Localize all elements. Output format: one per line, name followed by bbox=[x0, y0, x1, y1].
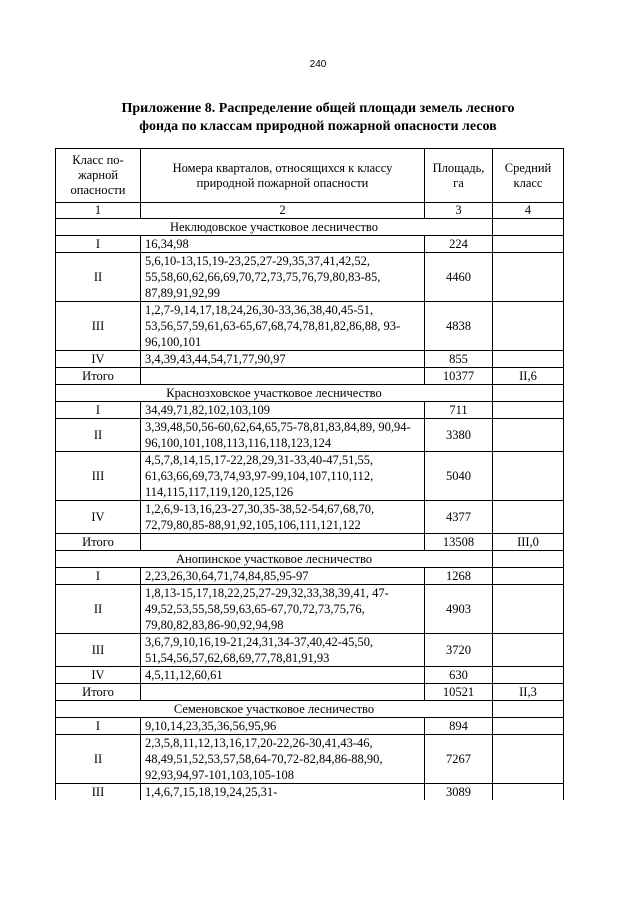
area-cell: 3089 bbox=[425, 784, 493, 801]
avg-class-cell bbox=[493, 402, 564, 419]
total-numbers-empty bbox=[141, 684, 425, 701]
fire-class-cell: I bbox=[56, 568, 141, 585]
district-row bbox=[56, 219, 564, 236]
area-cell: 3380 bbox=[425, 419, 493, 452]
area-cell: 4377 bbox=[425, 501, 493, 534]
table-row bbox=[56, 419, 564, 452]
avg-class-cell bbox=[493, 302, 564, 351]
table-row bbox=[56, 634, 564, 667]
area-cell: 4903 bbox=[425, 585, 493, 634]
district-avg-empty bbox=[493, 385, 564, 402]
table-row bbox=[56, 351, 564, 368]
fire-class-cell: II bbox=[56, 253, 141, 302]
area-cell: 711 bbox=[425, 402, 493, 419]
avg-class-cell bbox=[493, 501, 564, 534]
fire-class-cell: III bbox=[56, 634, 141, 667]
total-area: 10377 bbox=[425, 368, 493, 385]
table-row bbox=[56, 236, 564, 253]
fire-class-cell: II bbox=[56, 735, 141, 784]
avg-class-cell bbox=[493, 236, 564, 253]
area-cell: 630 bbox=[425, 667, 493, 684]
total-row bbox=[56, 534, 564, 551]
quarter-numbers-cell: 5,6,10-13,15,19-23,25,27-29,35,37,41,42,52, 55,58,60,62,66,69,70,72,73,75,76,79,80,83-85, 87,89,91,92,99 bbox=[141, 253, 425, 302]
total-area: 13508 bbox=[425, 534, 493, 551]
avg-class-cell bbox=[493, 667, 564, 684]
area-cell: 5040 bbox=[425, 452, 493, 501]
table-row bbox=[56, 784, 564, 801]
area-cell: 7267 bbox=[425, 735, 493, 784]
total-label: Итого bbox=[56, 684, 141, 701]
table-row bbox=[56, 667, 564, 684]
header-class: Класс по-жарной опасности bbox=[56, 149, 141, 203]
page-number: 240 bbox=[309, 59, 327, 70]
column-index: 2 bbox=[141, 203, 425, 219]
header-avg: Средний класс bbox=[493, 149, 564, 203]
quarter-numbers-cell: 34,49,71,82,102,103,109 bbox=[141, 402, 425, 419]
title-line-2: фонда по классам природной пожарной опасности лесов bbox=[139, 119, 497, 134]
column-index-row bbox=[56, 203, 564, 219]
avg-class-cell bbox=[493, 585, 564, 634]
quarter-numbers-cell: 3,39,48,50,56-60,62,64,65,75-78,81,83,84,89, 90,94-96,100,101,108,113,116,118,123,124 bbox=[141, 419, 425, 452]
avg-class-cell bbox=[493, 735, 564, 784]
avg-class-cell bbox=[493, 634, 564, 667]
column-index: 1 bbox=[56, 203, 141, 219]
quarter-numbers-cell: 1,2,7-9,14,17,18,24,26,30-33,36,38,40,45-51, 53,56,57,59,61,63-65,67,68,74,78,81,82,86,88, 93-96,100,101 bbox=[141, 302, 425, 351]
title-line-1: Приложение 8. Распределение общей площади земель лесного bbox=[121, 101, 515, 116]
area-cell: 4838 bbox=[425, 302, 493, 351]
district-avg-empty bbox=[493, 701, 564, 718]
district-name: Семеновское участковое лесничество bbox=[56, 701, 493, 718]
table-row bbox=[56, 402, 564, 419]
area-cell: 4460 bbox=[425, 253, 493, 302]
district-row bbox=[56, 701, 564, 718]
fire-class-cell: III bbox=[56, 784, 141, 801]
fire-class-cell: I bbox=[56, 718, 141, 735]
district-avg-empty bbox=[493, 219, 564, 236]
district-row bbox=[56, 551, 564, 568]
quarter-numbers-cell: 2,3,5,8,11,12,13,16,17,20-22,26-30,41,43-46, 48,49,51,52,53,57,58,64-70,72-82,84,86-88,90, 92,93,94,97-101,103,105-108 bbox=[141, 735, 425, 784]
total-numbers-empty bbox=[141, 534, 425, 551]
column-index: 4 bbox=[493, 203, 564, 219]
avg-class-cell bbox=[493, 253, 564, 302]
area-cell: 3720 bbox=[425, 634, 493, 667]
total-avg-class: II,3 bbox=[493, 684, 564, 701]
table-row bbox=[56, 735, 564, 784]
quarter-numbers-cell: 4,5,7,8,14,15,17-22,28,29,31-33,40-47,51,55, 61,63,66,69,73,74,93,97-99,104,107,110,112, 114,115,117,119,120,125,126 bbox=[141, 452, 425, 501]
quarter-numbers-cell: 1,4,6,7,15,18,19,24,25,31- bbox=[141, 784, 425, 801]
table-row bbox=[56, 501, 564, 534]
fire-class-cell: III bbox=[56, 302, 141, 351]
area-cell: 224 bbox=[425, 236, 493, 253]
header-numbers: Номера кварталов, относящихся к классу природной пожарной опасности bbox=[141, 149, 425, 203]
quarter-numbers-cell: 4,5,11,12,60,61 bbox=[141, 667, 425, 684]
fire-class-cell: IV bbox=[56, 667, 141, 684]
total-row bbox=[56, 368, 564, 385]
district-row bbox=[56, 385, 564, 402]
table-row bbox=[56, 302, 564, 351]
quarter-numbers-cell: 3,6,7,9,10,16,19-21,24,31,34-37,40,42-45,50, 51,54,56,57,62,68,69,77,78,81,91,93 bbox=[141, 634, 425, 667]
table-row bbox=[56, 568, 564, 585]
page-title bbox=[60, 100, 576, 136]
header-area: Площадь, га bbox=[425, 149, 493, 203]
table-row bbox=[56, 718, 564, 735]
district-name: Краснозховское участковое лесничество bbox=[56, 385, 493, 402]
fire-class-table bbox=[55, 148, 564, 800]
quarter-numbers-cell: 9,10,14,23,35,36,56,95,96 bbox=[141, 718, 425, 735]
fire-class-cell: II bbox=[56, 585, 141, 634]
quarter-numbers-cell: 1,2,6,9-13,16,23-27,30,35-38,52-54,67,68,70, 72,79,80,85-88,91,92,105,106,111,121,122 bbox=[141, 501, 425, 534]
area-cell: 1268 bbox=[425, 568, 493, 585]
avg-class-cell bbox=[493, 568, 564, 585]
total-avg-class: II,6 bbox=[493, 368, 564, 385]
header-row bbox=[56, 149, 564, 203]
fire-class-cell: IV bbox=[56, 351, 141, 368]
table-row bbox=[56, 585, 564, 634]
total-label: Итого bbox=[56, 534, 141, 551]
table-row bbox=[56, 253, 564, 302]
table-row bbox=[56, 452, 564, 501]
avg-class-cell bbox=[493, 351, 564, 368]
quarter-numbers-cell: 1,8,13-15,17,18,22,25,27-29,32,33,38,39,41, 47-49,52,53,55,58,59,63,65-67,70,72,73,75,76, 79,80,82,83,86-90,92,94,98 bbox=[141, 585, 425, 634]
fire-class-cell: II bbox=[56, 419, 141, 452]
avg-class-cell bbox=[493, 718, 564, 735]
total-avg-class: III,0 bbox=[493, 534, 564, 551]
total-area: 10521 bbox=[425, 684, 493, 701]
avg-class-cell bbox=[493, 419, 564, 452]
fire-class-cell: I bbox=[56, 236, 141, 253]
quarter-numbers-cell: 3,4,39,43,44,54,71,77,90,97 bbox=[141, 351, 425, 368]
fire-class-cell: III bbox=[56, 452, 141, 501]
table-body bbox=[56, 219, 564, 801]
total-row bbox=[56, 684, 564, 701]
district-name: Неклюдовское участковое лесничество bbox=[56, 219, 493, 236]
avg-class-cell bbox=[493, 784, 564, 801]
quarter-numbers-cell: 2,23,26,30,64,71,74,84,85,95-97 bbox=[141, 568, 425, 585]
district-avg-empty bbox=[493, 551, 564, 568]
avg-class-cell bbox=[493, 452, 564, 501]
total-label: Итого bbox=[56, 368, 141, 385]
column-index: 3 bbox=[425, 203, 493, 219]
total-numbers-empty bbox=[141, 368, 425, 385]
fire-class-cell: IV bbox=[56, 501, 141, 534]
area-cell: 894 bbox=[425, 718, 493, 735]
district-name: Анопинское участковое лесничество bbox=[56, 551, 493, 568]
area-cell: 855 bbox=[425, 351, 493, 368]
fire-class-cell: I bbox=[56, 402, 141, 419]
quarter-numbers-cell: 16,34,98 bbox=[141, 236, 425, 253]
